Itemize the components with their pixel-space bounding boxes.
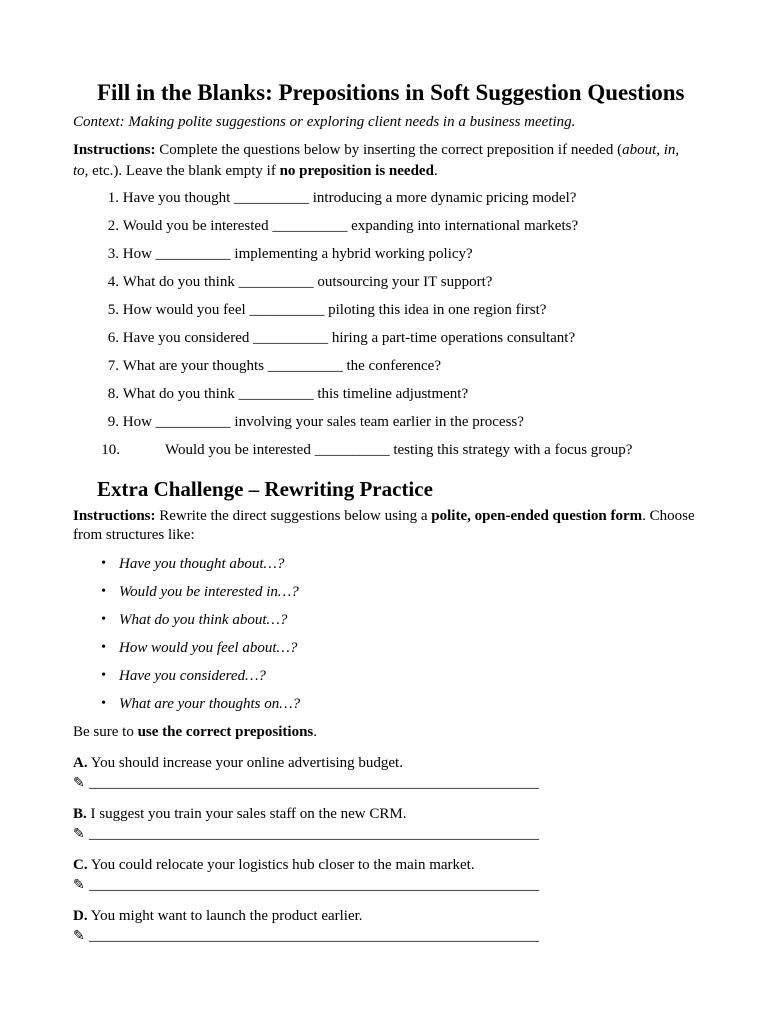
question-item bbox=[73, 188, 698, 216]
rewrite-task-a bbox=[73, 753, 698, 793]
task-letter: D. bbox=[73, 908, 88, 924]
pencil-icon: ✎ bbox=[73, 775, 85, 791]
pencil-icon: ✎ bbox=[73, 877, 85, 893]
rewrite-task-d bbox=[73, 906, 698, 946]
extra-challenge-title: Extra Challenge – Rewriting Practice bbox=[97, 477, 433, 501]
question-text: How would you feel __________ piloting this idea in one region first? bbox=[122, 302, 547, 318]
bullet-icon: • bbox=[101, 668, 106, 683]
extra-instructions-emphasis: polite, open-ended question form bbox=[431, 508, 643, 524]
task-text: You should increase your online advertising budget. bbox=[87, 755, 403, 771]
structure-item bbox=[73, 554, 698, 582]
pencil-icon: ✎ bbox=[73, 826, 85, 842]
bullet-icon: • bbox=[101, 556, 106, 571]
question-number: 7. bbox=[107, 358, 119, 374]
question-text: What do you think __________ this timeline adjustment? bbox=[122, 386, 469, 402]
answer-blank[interactable]: ____________________________________________________________ bbox=[89, 877, 539, 893]
extra-instructions-text-2: . Choose from structures like: bbox=[73, 508, 695, 543]
question-item bbox=[73, 216, 698, 244]
structure-item bbox=[73, 582, 698, 610]
question-text: Have you considered __________ hiring a part-time operations consultant? bbox=[122, 330, 576, 346]
structure-text: How would you feel about…? bbox=[119, 640, 298, 656]
page-title: Fill in the Blanks: Prepositions in Soft Suggestion Questions bbox=[97, 80, 685, 105]
instructions-emphasis: no preposition is needed bbox=[279, 163, 434, 179]
question-number: 3. bbox=[107, 246, 119, 262]
instructions-paragraph bbox=[73, 140, 698, 182]
be-sure-note bbox=[73, 722, 698, 742]
question-text: Have you thought __________ introducing a more dynamic pricing model? bbox=[122, 190, 577, 206]
extra-instructions-text-1: Rewrite the direct suggestions below using a bbox=[155, 508, 432, 524]
instructions-text-1: Complete the questions below by inserting the correct preposition if needed ( bbox=[155, 142, 623, 158]
structure-item bbox=[73, 638, 698, 666]
structure-list bbox=[73, 554, 698, 722]
question-number: 9. bbox=[107, 414, 119, 430]
structure-text: What are your thoughts on…? bbox=[119, 696, 301, 712]
question-number: 2. bbox=[107, 218, 119, 234]
rewrite-task-c bbox=[73, 855, 698, 895]
instructions-examples: about, in, to, bbox=[73, 142, 680, 179]
context-line: Context: Making polite suggestions or exploring client needs in a business meeting. bbox=[73, 114, 576, 130]
question-text: How __________ implementing a hybrid working policy? bbox=[122, 246, 473, 262]
question-text: What do you think __________ outsourcing your IT support? bbox=[122, 274, 493, 290]
question-number: 1. bbox=[107, 190, 119, 206]
answer-line[interactable] bbox=[73, 773, 698, 793]
question-item bbox=[73, 328, 698, 356]
extra-instructions-label: Instructions: bbox=[73, 508, 156, 524]
question-item bbox=[73, 412, 698, 440]
answer-blank[interactable]: ____________________________________________________________ bbox=[89, 775, 539, 791]
question-number: 10. bbox=[101, 442, 120, 458]
question-number: 4. bbox=[107, 274, 119, 290]
task-prompt bbox=[73, 753, 698, 773]
task-letter: A. bbox=[73, 755, 88, 771]
question-item bbox=[73, 300, 698, 328]
answer-line[interactable] bbox=[73, 824, 698, 844]
answer-blank[interactable]: ____________________________________________________________ bbox=[89, 826, 539, 842]
question-item bbox=[73, 440, 698, 468]
be-sure-end: . bbox=[313, 724, 317, 740]
instructions-text-3: . bbox=[433, 163, 438, 179]
bullet-icon: • bbox=[101, 584, 106, 599]
structure-item bbox=[73, 666, 698, 694]
task-text: You might want to launch the product earlier. bbox=[87, 908, 363, 924]
worksheet-content bbox=[73, 78, 698, 946]
question-item bbox=[73, 356, 698, 384]
answer-line[interactable] bbox=[73, 926, 698, 946]
instructions-label: Instructions: bbox=[73, 142, 156, 158]
question-text: Would you be interested __________ testing this strategy with a focus group? bbox=[165, 442, 633, 458]
answer-line[interactable] bbox=[73, 875, 698, 895]
question-item bbox=[73, 272, 698, 300]
be-sure-text: Be sure to bbox=[73, 724, 138, 740]
structure-text: Have you thought about…? bbox=[119, 556, 285, 572]
structure-text: What do you think about…? bbox=[119, 612, 288, 628]
task-prompt bbox=[73, 855, 698, 875]
be-sure-emphasis: use the correct prepositions bbox=[137, 724, 314, 740]
task-text: I suggest you train your sales staff on the new CRM. bbox=[86, 806, 407, 822]
question-number: 8. bbox=[107, 386, 119, 402]
question-item bbox=[73, 384, 698, 412]
bullet-icon: • bbox=[101, 612, 106, 627]
structure-text: Would you be interested in…? bbox=[119, 584, 299, 600]
question-item bbox=[73, 244, 698, 272]
structure-item bbox=[73, 610, 698, 638]
rewrite-task-b bbox=[73, 804, 698, 844]
bullet-icon: • bbox=[101, 696, 106, 711]
question-list bbox=[73, 188, 698, 468]
answer-blank[interactable]: ____________________________________________________________ bbox=[89, 928, 539, 944]
bullet-icon: • bbox=[101, 640, 106, 655]
structure-text: Have you considered…? bbox=[119, 668, 266, 684]
task-letter: C. bbox=[73, 857, 88, 873]
extra-instructions-paragraph bbox=[73, 507, 698, 545]
pencil-icon: ✎ bbox=[73, 928, 85, 944]
question-number: 5. bbox=[107, 302, 119, 318]
task-prompt bbox=[73, 804, 698, 824]
task-prompt bbox=[73, 906, 698, 926]
task-text: You could relocate your logistics hub closer to the main market. bbox=[87, 857, 475, 873]
question-text: How __________ involving your sales team earlier in the process? bbox=[122, 414, 524, 430]
structure-item bbox=[73, 694, 698, 722]
question-text: Would you be interested __________ expanding into international markets? bbox=[122, 218, 579, 234]
instructions-text-2: etc.). Leave the blank empty if bbox=[88, 163, 280, 179]
task-letter: B. bbox=[73, 806, 87, 822]
question-number: 6. bbox=[107, 330, 119, 346]
question-text: What are your thoughts __________ the conference? bbox=[122, 358, 441, 374]
